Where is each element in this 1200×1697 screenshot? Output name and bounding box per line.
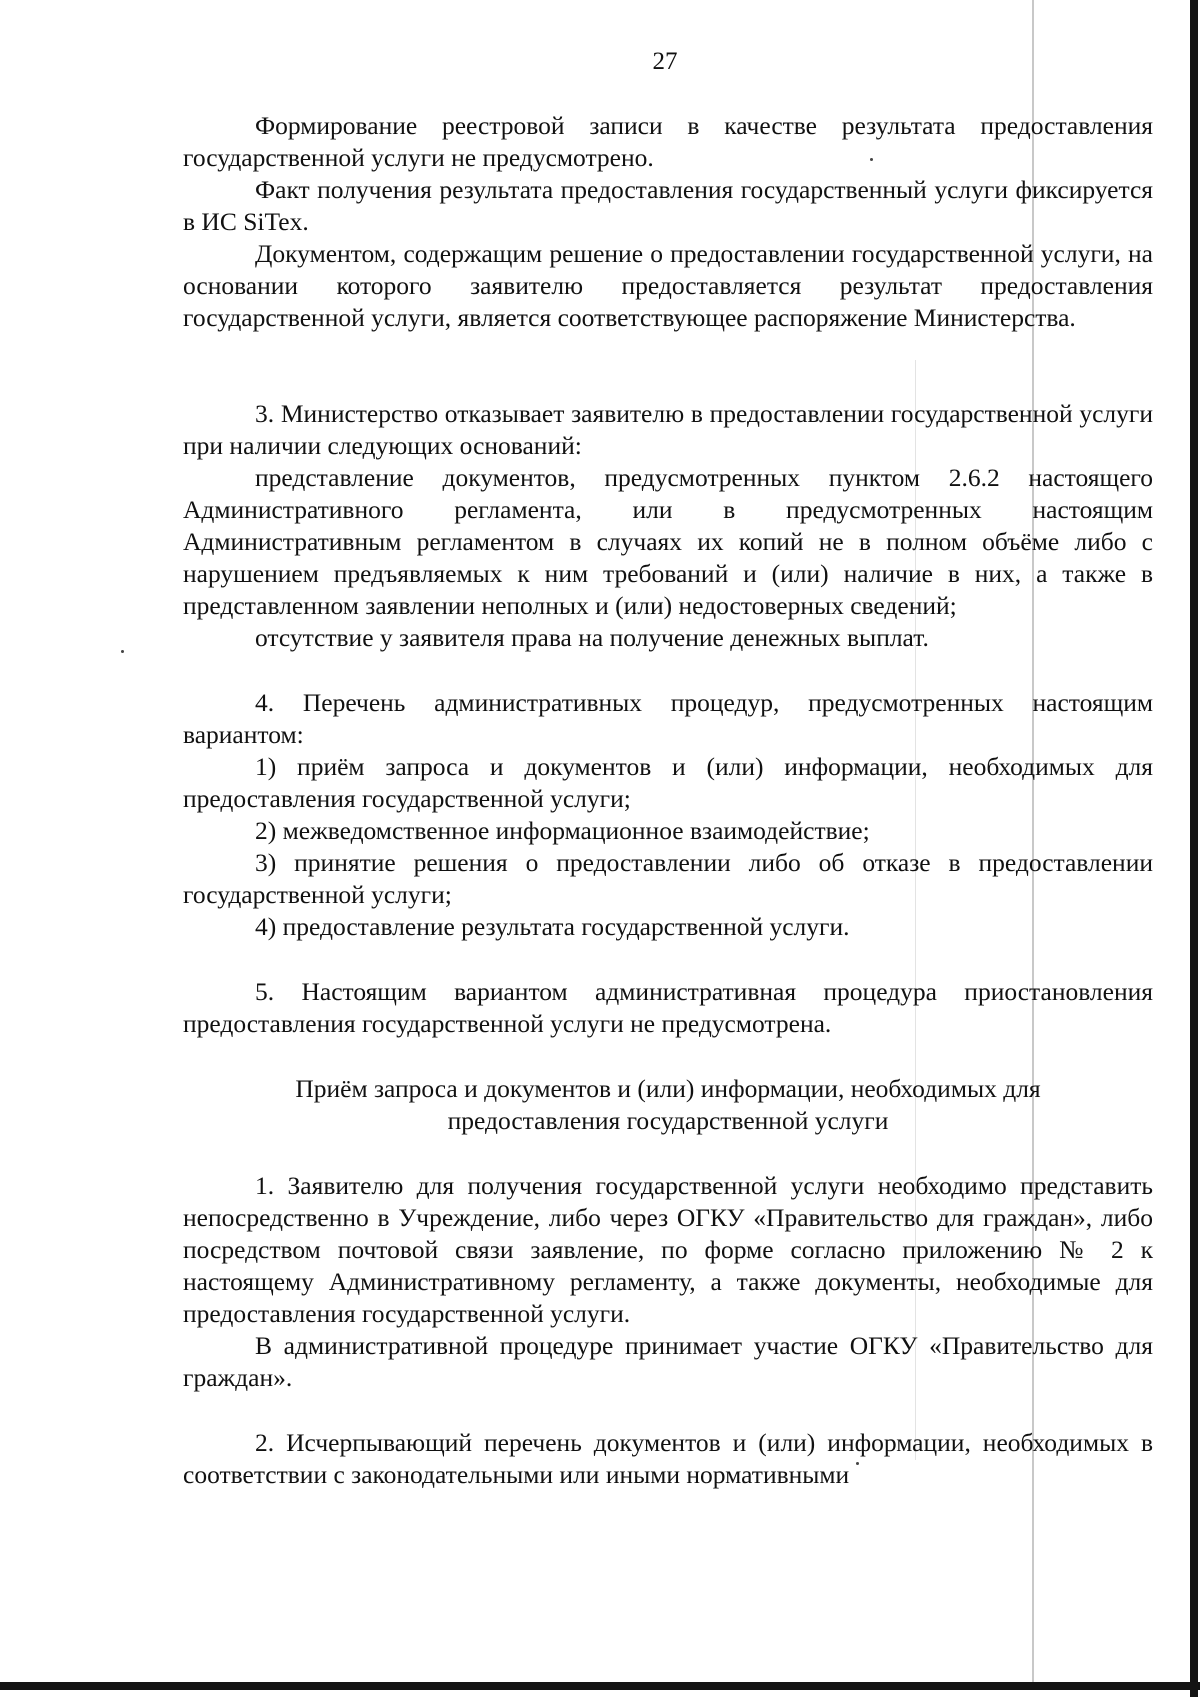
paragraph-submission: 1. Заявителю для получения государственной услуги необходимо представить непосредственно в Учреждение, либо через ОГКУ «Правительство для граждан», либо посредством почтовой связи заявление, по форме согласно приложению № 2 к настоящему Административному регламенту, а также документы, необходимые для предоставления государственной услуги. <box>183 1171 1153 1328</box>
page-edge-bottom <box>0 1682 1200 1690</box>
paragraph-documents-list: 2. Исчерпывающий перечень документов и (или) информации, необходимых в соответствии с законодательными или иными нормативными <box>183 1428 1153 1489</box>
list-item-procedure-4: 4) предоставление результата государственной услуги. <box>255 912 850 941</box>
paragraph-refusal-ground-no-right: отсутствие у заявителя права на получение денежных выплат. <box>255 623 929 652</box>
page-edge-right <box>1190 0 1198 1697</box>
paragraph-decision-document: Документом, содержащим решение о предоставлении государственной услуги, на основании которого заявителю предоставляется результат предоставления государственной услуги, является соответствующее распоряжение Министерства. <box>183 239 1153 332</box>
list-item-procedure-2: 2) межведомственное информационное взаимодействие; <box>255 816 870 845</box>
scan-speck <box>856 1462 859 1465</box>
paragraph-result-fact: Факт получения результата предоставления государственный услуги фиксируется в ИС SiTex. <box>183 175 1153 236</box>
paragraph-refusal-grounds: 3. Министерство отказывает заявителю в предоставлении государственной услуги при наличии следующих оснований: <box>183 399 1153 460</box>
scan-speck <box>870 158 873 161</box>
page-number: 27 <box>652 48 678 75</box>
paragraph-refusal-ground-documents: представление документов, предусмотренных пунктом 2.6.2 настоящего Административного регламента, или в предусмотренных настоящим Административным регламентом в случаях их копий не в полном объёме либо с нарушением предъявляемых к ним требований и (или) наличие в них, а также в представленном заявлении неполных и (или) недостоверных сведений; <box>183 463 1153 620</box>
section-heading <box>183 1073 1153 1137</box>
section-heading-line-2: предоставления государственной услуги <box>447 1106 889 1135</box>
paragraph-suspension: 5. Настоящим вариантом административная процедура приостановления предоставления государственной услуги не предусмотрена. <box>183 977 1153 1038</box>
list-item-procedure-3: 3) принятие решения о предоставлении либо об отказе в предоставлении государственной услуги; <box>183 848 1153 909</box>
section-heading-line-1: Приём запроса и документов и (или) информации, необходимых для <box>295 1074 1041 1103</box>
scan-speck <box>121 650 124 653</box>
paragraph-procedures-list: 4. Перечень административных процедур, предусмотренных настоящим вариантом: <box>183 688 1153 749</box>
document-body <box>183 110 1153 1491</box>
list-item-procedure-1: 1) приём запроса и документов и (или) информации, необходимых для предоставления государственной услуги; <box>183 752 1153 813</box>
paragraph-registry-record: Формирование реестровой записи в качестве результата предоставления государственной услуги не предусмотрено. <box>183 111 1153 172</box>
paragraph-participation: В административной процедуре принимает участие ОГКУ «Правительство для граждан». <box>183 1331 1153 1392</box>
